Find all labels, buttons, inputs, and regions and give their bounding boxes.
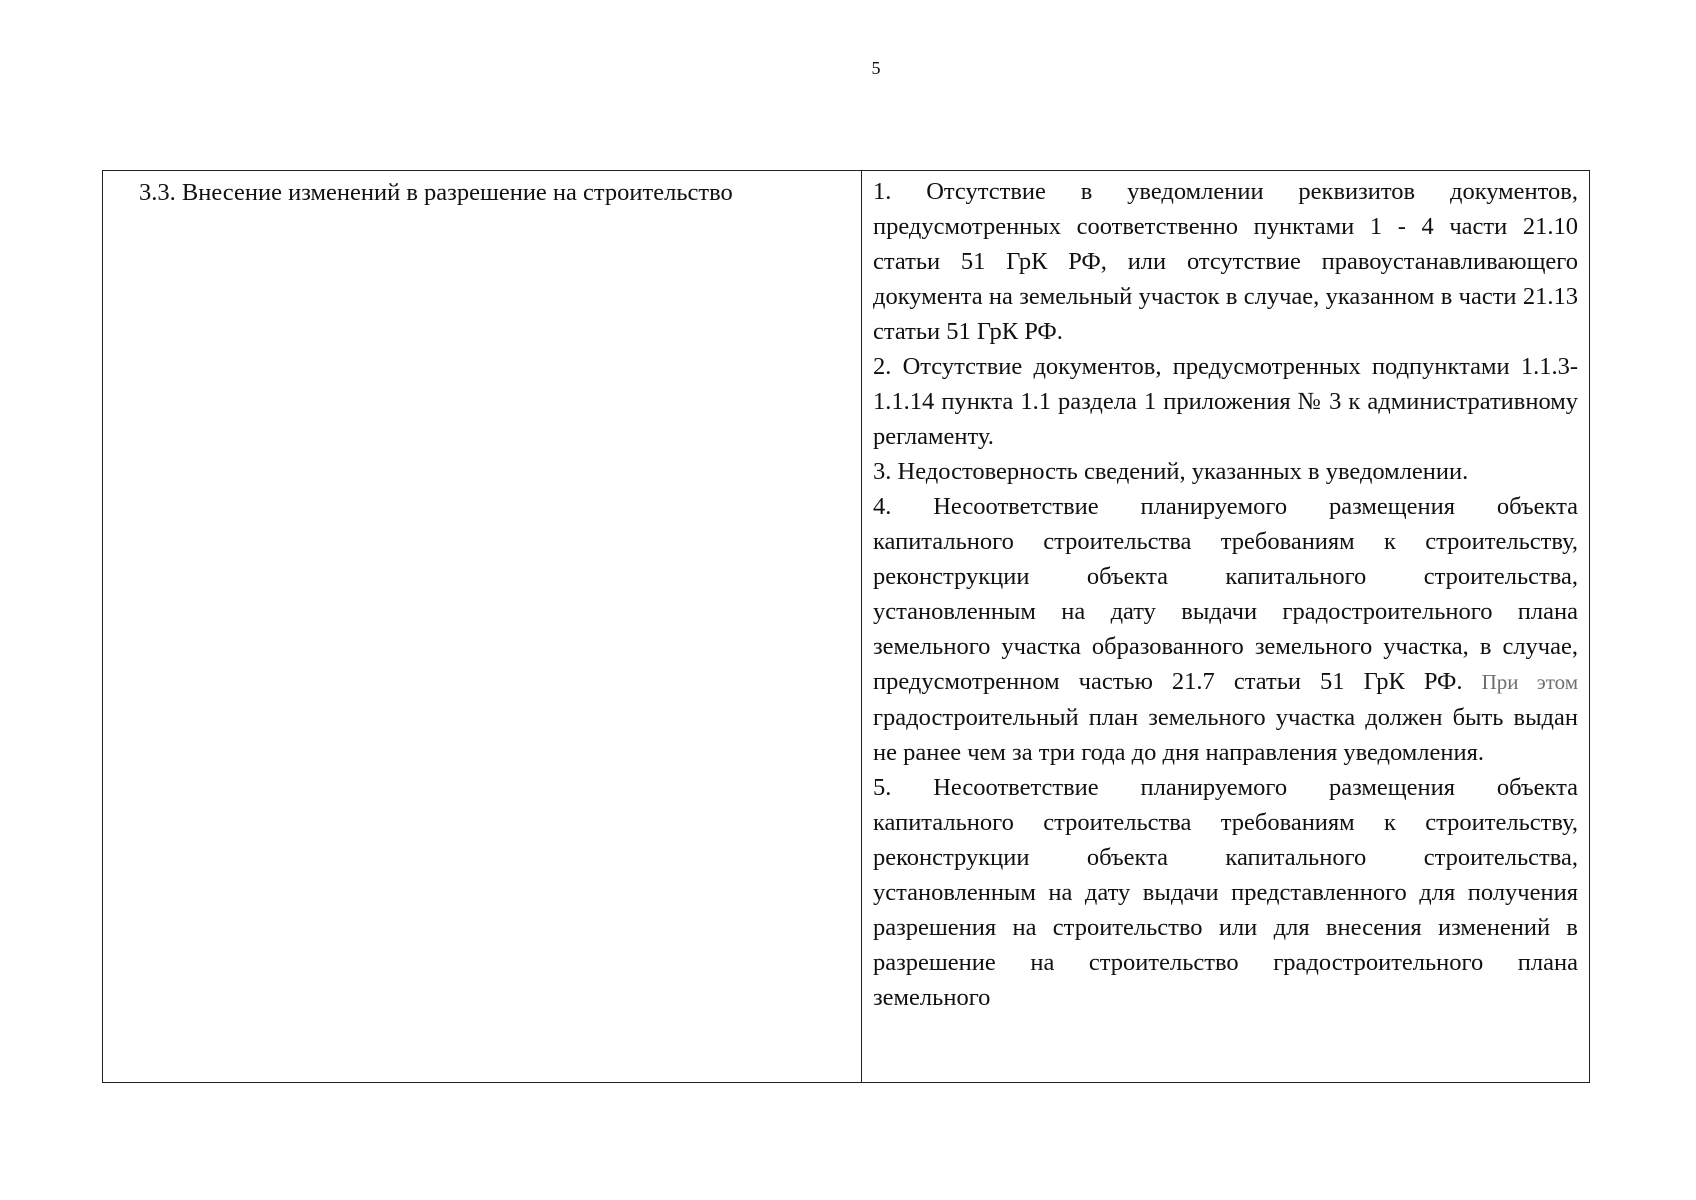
refusal-ground-item-4 xyxy=(873,489,1578,770)
refusal-ground-item-5: 5. Несоответствие планируемого размещения объекта капитального строительства требованиям к строительству, реконструкции объекта капитального строительства, установленным на дату выдачи представленного для получения разрешения на строительство или для внесения изменений в разрешение на строительство градостроительного плана земельного xyxy=(873,774,1578,1011)
refusal-ground-item-3: 3. Недостоверность сведений, указанных в уведомлении. xyxy=(873,458,1469,485)
service-name-text: 3.3. Внесение изменений в разрешение на строительство xyxy=(139,179,733,206)
page-number: 5 xyxy=(871,58,881,78)
refusal-grounds-cell xyxy=(862,171,1590,1083)
refusal-ground-item-4-note: При этом xyxy=(1481,670,1578,694)
refusal-ground-item-2: 2. Отсутствие документов, предусмотренных подпунктами 1.1.3-1.1.14 пункта 1.1 раздела 1 приложения № 3 к административному регламенту. xyxy=(873,353,1578,450)
refusal-ground-item-4-main: 4. Несоответствие планируемого размещения объекта капитального строительства требованиям к строительству, реконструкции объекта капитального строительства, установленным на дату выдачи градостроительного плана земельного участка образованного земельного участка, в случае, предусмотренном частью 21.7 статьи 51 ГрК РФ. xyxy=(873,493,1578,695)
requirements-table xyxy=(102,170,1590,1083)
refusal-grounds-text xyxy=(873,174,1578,1015)
refusal-ground-item-4-tail: градостроительный план земельного участка должен быть выдан не ранее чем за три года до дня направления уведомления. xyxy=(873,704,1578,766)
table-row xyxy=(103,171,1590,1083)
service-name-cell xyxy=(103,171,862,1083)
refusal-ground-item-1: 1. Отсутствие в уведомлении реквизитов документов, предусмотренных соответственно пунктами 1 - 4 части 21.10 статьи 51 ГрК РФ, или отсутствие правоустанавливающего документа на земельный участок в случае, указанном в части 21.13 статьи 51 ГрК РФ. xyxy=(873,178,1578,345)
